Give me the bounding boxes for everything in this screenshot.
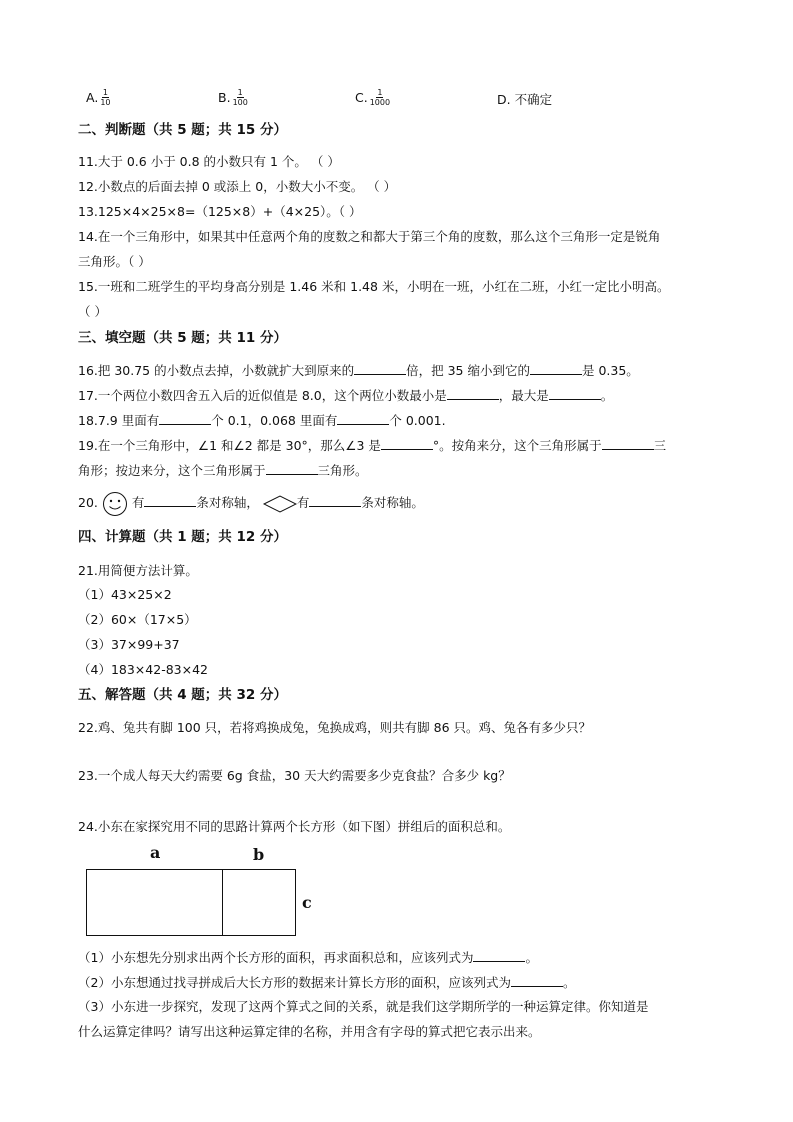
option-a-numerator: 1 — [102, 88, 108, 97]
label-c: c — [302, 893, 312, 912]
q16-text-3: 是 0.35。 — [581, 363, 639, 378]
option-b-fraction — [233, 88, 248, 107]
answer-blank — [159, 412, 211, 425]
question-15-line2: （ ） — [78, 304, 107, 319]
q18-text-3: 个 0.001. — [389, 413, 446, 428]
q17-text-3: 。 — [600, 388, 614, 403]
option-b-numerator: 1 — [237, 88, 243, 97]
question-24-part1 — [78, 949, 538, 966]
option-d: D. 不确定 — [497, 92, 553, 107]
option-a-prefix: A. — [86, 90, 99, 105]
question-11: 11.大于 0.6 小于 0.8 的小数只有 1 个。 （ ） — [78, 154, 340, 169]
question-21-item: （2）60×（17×5） — [78, 612, 197, 627]
q16-text-2: 倍，把 35 缩小到它的 — [406, 363, 530, 378]
option-a-fraction — [100, 88, 110, 107]
option-c-denominator: 1000 — [369, 98, 391, 107]
q17-text-1: 17.一个两位小数四舍五入后的近似值是 8.0，这个两位小数最小是 — [78, 388, 447, 403]
answer-blank — [447, 387, 499, 400]
question-14-line2: 三角形。（ ） — [78, 254, 151, 269]
q24-p1-end: 。 — [525, 950, 538, 965]
section-heading-fill: 三、填空题（共 5 题；共 11 分） — [78, 330, 287, 346]
question-21-item: （1）43×25×2 — [78, 587, 172, 602]
question-21-item: （4）183×42-83×42 — [78, 662, 208, 677]
question-24-part3-line2: 什么运算定律吗？请写出这种运算定律的名称，并用含有字母的算式把它表示出来。 — [78, 1024, 541, 1039]
answer-blank — [473, 949, 525, 962]
option-c — [355, 88, 390, 107]
q18-text-2: 个 0.1，0.068 里面有 — [211, 413, 338, 428]
q19-text-4: 角形；按边来分，这个三角形属于 — [78, 463, 266, 478]
q19-text-3: 三 — [653, 438, 667, 453]
q19-text-1: 19.在一个三角形中，∠1 和∠2 都是 30°，那么∠3 是 — [78, 438, 381, 453]
question-24-part2 — [78, 974, 575, 991]
q24-p1-text: （1）小东想先分别求出两个长方形的面积，再求面积总和，应该列式为 — [78, 950, 474, 965]
answer-blank — [144, 494, 196, 507]
label-b: b — [253, 845, 265, 864]
q20-text-2: 有 — [131, 495, 145, 510]
q24-p2-end: 。 — [562, 975, 576, 990]
question-22: 22.鸡、兔共有脚 100 只，若将鸡换成兔，兔换成鸡，则共有脚 86 只。鸡、兔各有多少只？ — [78, 720, 592, 735]
answer-blank — [549, 387, 601, 400]
question-21-stem: 21.用简便方法计算。 — [78, 563, 198, 578]
question-15-line1: 15.一班和二班学生的平均身高分别是 1.46 米和 1.48 米，小明在一班，小红在二班，小红一定比小明高。 — [78, 279, 670, 294]
option-b-prefix: B. — [218, 90, 231, 105]
rectangle-b — [222, 869, 296, 936]
q20-text-4: 有 — [296, 495, 310, 510]
question-20 — [78, 490, 424, 517]
answer-blank — [530, 362, 582, 375]
q20-text-3: 条对称轴， — [196, 495, 259, 510]
question-14-line1: 14.在一个三角形中，如果其中任意两个角的度数之和都大于第三个角的度数，那么这个三角形一定是锐角 — [78, 229, 661, 244]
question-21-item: （3）37×99+37 — [78, 637, 180, 652]
rectangle-a — [86, 869, 223, 936]
q20-text-1: 20. — [78, 495, 98, 510]
section-heading-answer: 五、解答题（共 4 题；共 32 分） — [78, 687, 287, 703]
q19-text-5: 三角形。 — [317, 463, 368, 478]
q16-text-1: 16.把 30.75 的小数点去掉，小数就扩大到原来的 — [78, 363, 355, 378]
answer-blank — [309, 494, 361, 507]
answer-blank — [602, 437, 654, 450]
rhombus-icon — [263, 495, 297, 513]
answer-blank — [266, 462, 318, 475]
option-c-prefix: C. — [355, 90, 368, 105]
option-a-denominator: 10 — [100, 98, 111, 107]
question-16 — [78, 362, 639, 379]
question-23: 23.一个成人每天大约需要 6g 食盐，30 天大约需要多少克食盐？合多少 kg？ — [78, 768, 511, 783]
section-heading-judge: 二、判断题（共 5 题；共 15 分） — [78, 122, 287, 138]
answer-blank — [381, 437, 433, 450]
q17-text-2: ，最大是 — [498, 388, 549, 403]
answer-blank — [354, 362, 406, 375]
option-c-numerator: 1 — [377, 88, 383, 97]
question-19-line1 — [78, 437, 666, 454]
section-heading-calc: 四、计算题（共 1 题；共 12 分） — [78, 529, 287, 545]
smiley-face-icon — [102, 491, 128, 517]
option-c-fraction — [370, 88, 390, 107]
q24-p2-text: （2）小东想通过找寻拼成后大长方形的数据来计算长方形的面积，应该列式为 — [78, 975, 511, 990]
question-24-stem: 24.小东在家探究用不同的思路计算两个长方形（如下图）拼组后的面积总和。 — [78, 819, 511, 834]
question-13: 13.125×4×25×8=（125×8）+（4×25）。（ ） — [78, 204, 362, 219]
option-b — [218, 88, 248, 107]
question-12: 12.小数点的后面去掉 0 或添上 0，小数大小不变。 （ ） — [78, 179, 397, 194]
label-a: a — [150, 843, 161, 862]
question-19-line2 — [78, 462, 368, 479]
answer-blank — [511, 974, 563, 987]
q18-text-1: 18.7.9 里面有 — [78, 413, 160, 428]
option-b-denominator: 100 — [232, 98, 248, 107]
question-24-part3-line1: （3）小东进一步探究，发现了这两个算式之间的关系，就是我们这学期所学的一种运算定律。你知道是 — [78, 999, 649, 1014]
q19-text-2: °。按角来分，这个三角形属于 — [432, 438, 602, 453]
option-a — [86, 88, 111, 107]
question-17 — [78, 387, 613, 404]
answer-blank — [337, 412, 389, 425]
q20-text-5: 条对称轴。 — [361, 495, 424, 510]
question-18 — [78, 412, 446, 429]
